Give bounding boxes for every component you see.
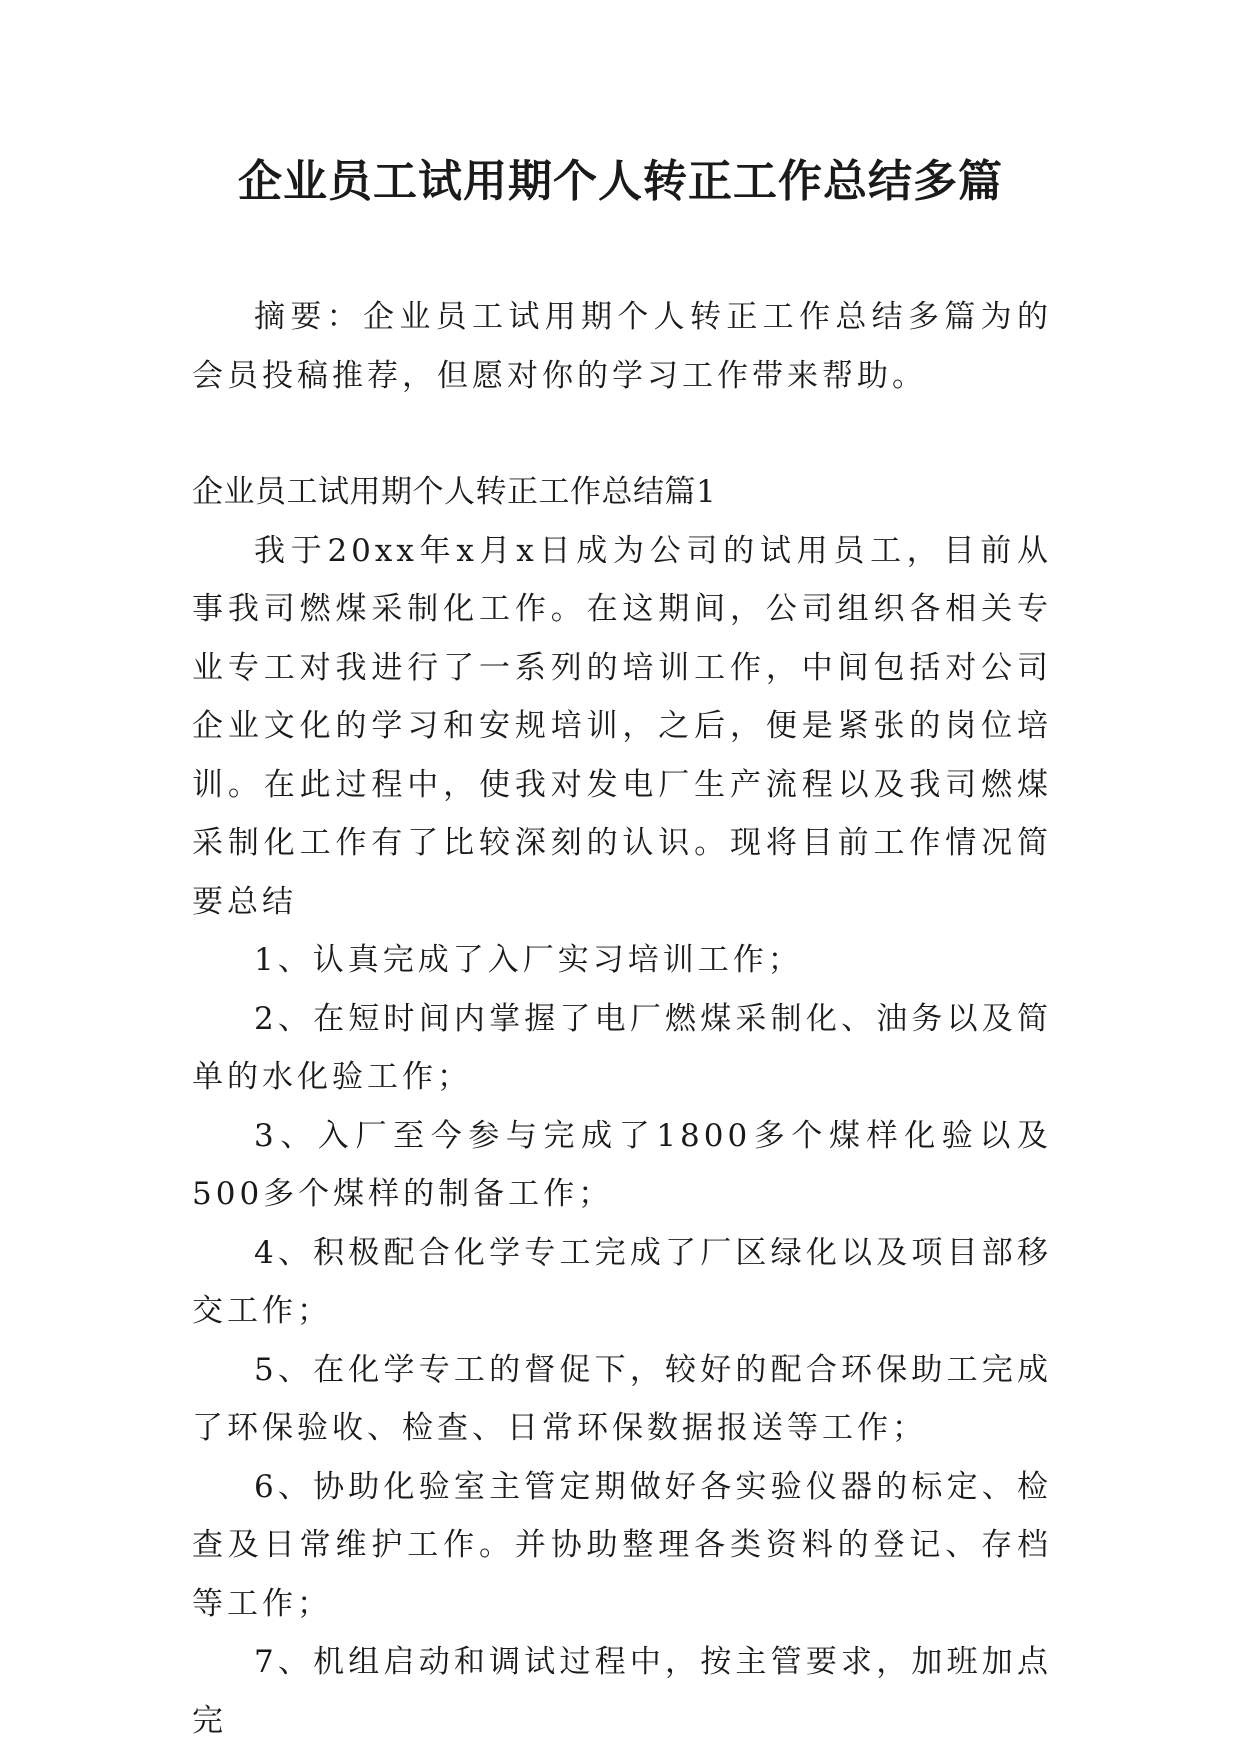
list-item: 1、认真完成了入厂实习培训工作； — [254, 942, 803, 978]
document-title: 企业员工试用期个人转正工作总结多篇 — [238, 156, 1003, 207]
list-item: 7、机组启动和调试过程中，按主管要求，加班加点完 — [192, 1644, 1052, 1739]
document-body — [192, 288, 1052, 1750]
list-item: 5、在化学专工的督促下，较好的配合环保助工完成了环保验收、检查、日常环保数据报送等工作； — [192, 1351, 1052, 1446]
list-item: 6、协助化验室主管定期做好各实验仪器的标定、检查及日常维护工作。并协助整理各类资料的登记、存档等工作； — [192, 1468, 1052, 1622]
list-item: 2、在短时间内掌握了电厂燃煤采制化、油务以及简单的水化验工作； — [192, 1000, 1052, 1095]
abstract-paragraph: 摘要：企业员工试用期个人转正工作总结多篇为的会员投稿推荐，但愿对你的学习工作带来帮助。 — [192, 299, 1052, 394]
list-item: 4、积极配合化学专工完成了厂区绿化以及项目部移交工作； — [192, 1234, 1052, 1329]
section-heading: 企业员工试用期个人转正工作总结篇1 — [192, 474, 717, 510]
list-item: 3、入厂至今参与完成了1800多个煤样化验以及500多个煤样的制备工作； — [192, 1117, 1052, 1212]
body-paragraph: 我于20xx年x月x日成为公司的试用员工，目前从事我司燃煤采制化工作。在这期间，公司组织各相关专业专工对我进行了一系列的培训工作，中间包括对公司企业文化的学习和安规培训，之后，便是紧张的岗位培训。在此过程中，使我对发电厂生产流程以及我司燃煤采制化工作有了比较深刻的认识。现将目前工作情况简要总结 — [192, 532, 1052, 920]
